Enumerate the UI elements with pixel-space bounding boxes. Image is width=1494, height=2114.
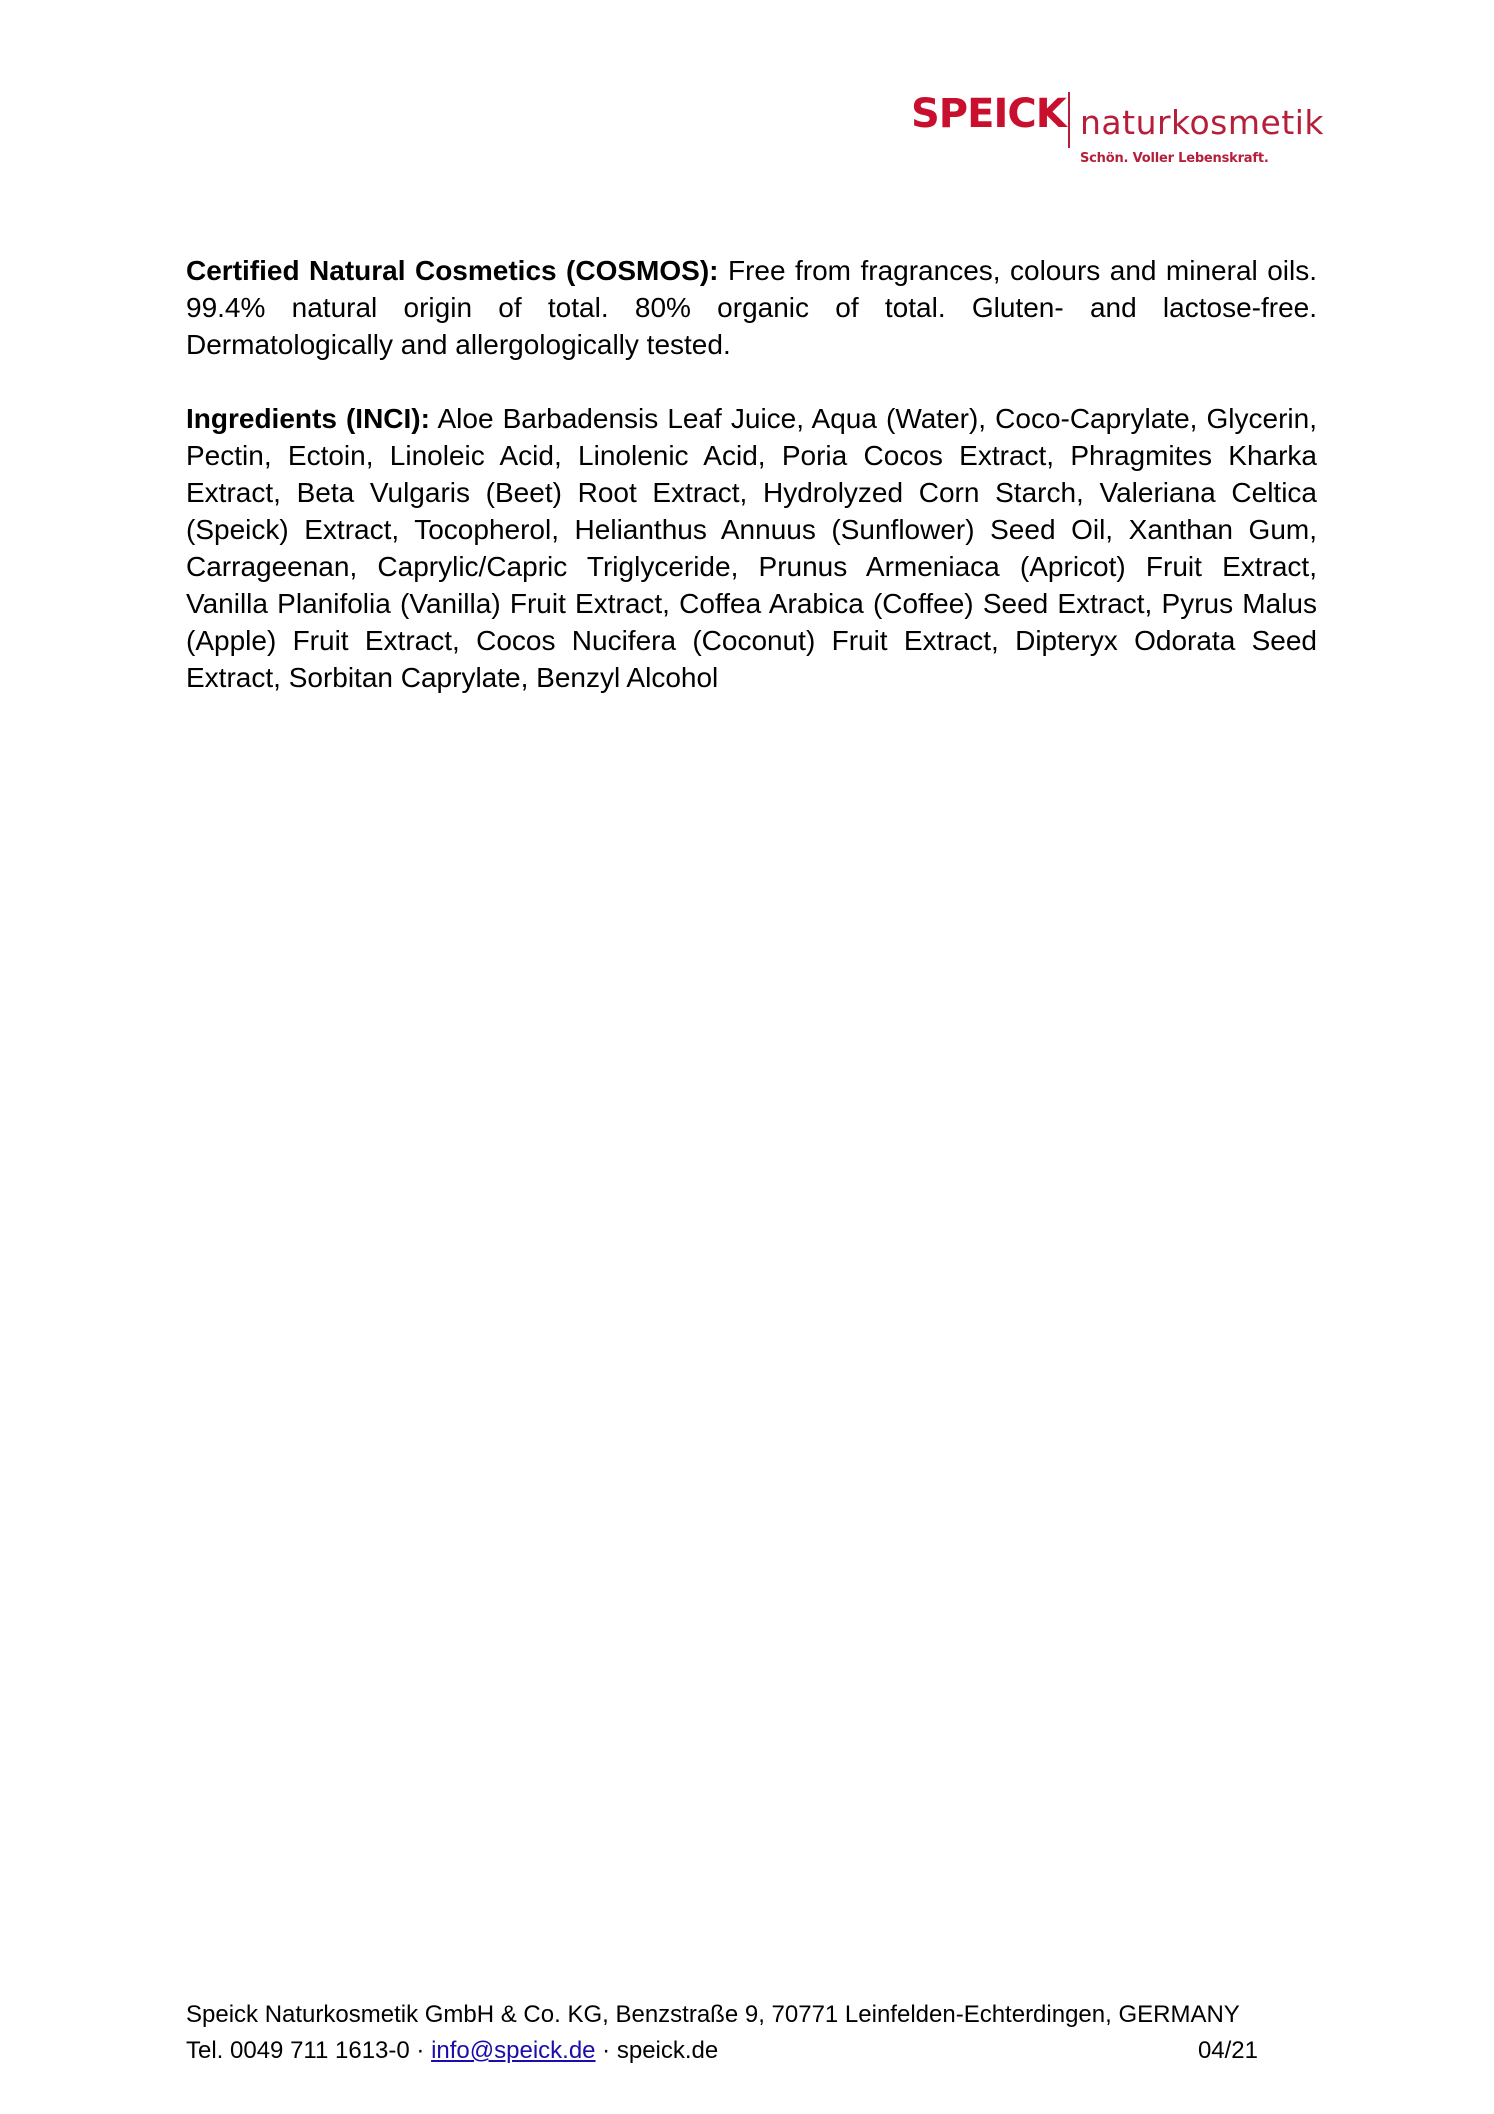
logo-tagline: Schön. Voller Lebenskraft.	[1080, 151, 1269, 166]
document-body	[186, 252, 1317, 733]
logo-separator	[1068, 92, 1070, 148]
logo-brand-name: SPEICK	[911, 91, 1066, 137]
footer-website: · speick.de	[595, 2037, 719, 2064]
footer-phone: Tel. 0049 711 1613-0 ·	[186, 2037, 432, 2064]
footer-address: Speick Naturkosmetik GmbH & Co. KG, Benzstraße 9, 70771 Leinfelden-Echterdingen, GERMANY	[186, 2001, 1240, 2028]
certification-text: Free from fragrances, colours and mineral oils. 99.4% natural origin of total. 80% organic of total. Gluten- and lactose-free. Dermatologically and allergologically tested.	[186, 255, 1317, 360]
footer-email-link[interactable]: info@speick.de	[431, 2037, 596, 2064]
footer-contact-line	[186, 2033, 1306, 2069]
ingredients-text: Aloe Barbadensis Leaf Juice, Aqua (Water), Coco-Caprylate, Glycerin, Pectin, Ectoin, Linoleic Acid, Linolenic Acid, Poria Cocos Extract, Phragmites Kharka Extract, Beta Vulgaris (Beet) Root Extract, Hydrolyzed Corn Starch, Valeriana Celtica (Speick) Extract, Tocopherol, Helianthus Annuus (Sunflower) Seed Oil, Xanthan Gum, Carrageenan, Caprylic/Capric Triglyceride, Prunus Armeniaca (Apricot) Fruit Extract, Vanilla Planifolia (Vanilla) Fruit Extract, Coffea Arabica (Coffee) Seed Extract, Pyrus Malus (Apple) Fruit Extract, Cocos Nucifera (Coconut) Fruit Extract, Dipteryx Odorata Seed Extract, Sorbitan Caprylate, Benzyl Alcohol	[186, 403, 1317, 693]
certification-paragraph	[186, 252, 1317, 363]
certification-label: Certified Natural Cosmetics (COSMOS):	[186, 255, 719, 286]
page-footer	[186, 1997, 1306, 2069]
speick-logo	[900, 86, 1325, 176]
logo-wordmark: naturkosmetik	[1080, 103, 1325, 142]
ingredients-paragraph	[186, 400, 1317, 696]
footer-date: 04/21	[1197, 2037, 1258, 2064]
ingredients-label: Ingredients (INCI):	[186, 403, 430, 434]
